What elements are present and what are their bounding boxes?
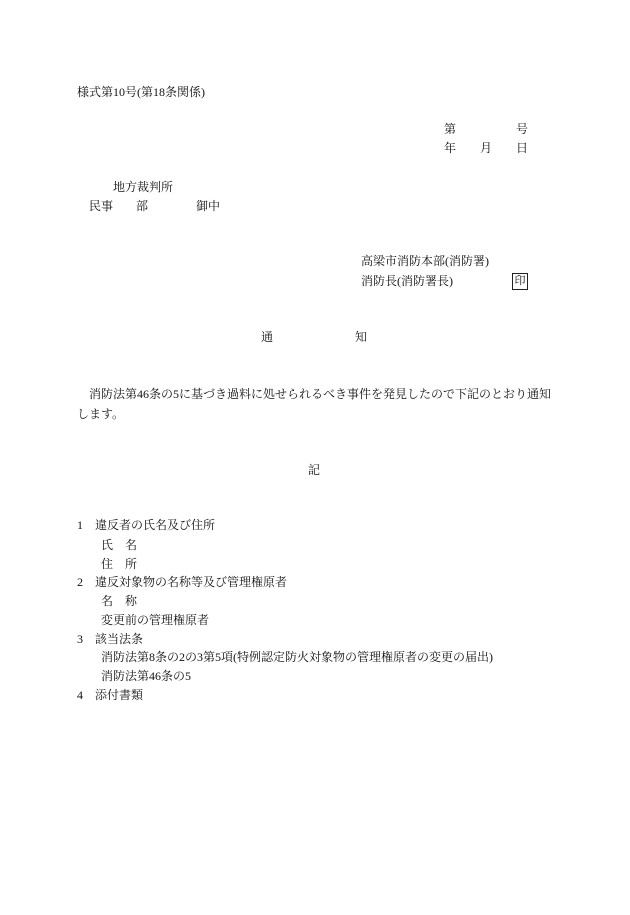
sender-organization: 高梁市消防本部(消防署) — [361, 254, 489, 268]
item-number: 4 — [77, 688, 83, 702]
item-number: 2 — [77, 575, 83, 589]
item-sub-field: 消防法第46条の5 — [101, 669, 192, 683]
body-paragraph: 消防法第46条の5に基づき過料に処せられるべき事件を発見したので下記のとおり通知します。 — [77, 387, 552, 421]
item-label: 添付書類 — [95, 688, 144, 702]
item-sub-field: 名 称 — [101, 594, 138, 608]
item-label: 違反者の氏名及び住所 — [95, 518, 216, 532]
seal-stamp: 印 — [512, 273, 528, 290]
date-year: 年 — [444, 141, 457, 155]
item-label: 違反対象物の名称等及び管理権原者 — [95, 575, 288, 589]
reference-suffix: 号 — [516, 122, 529, 136]
date-day: 日 — [516, 141, 529, 155]
item-label: 該当法条 — [95, 632, 144, 646]
item-sub-field: 住 所 — [101, 557, 138, 571]
item-sub-field: 変更前の管理権原者 — [101, 613, 210, 627]
ki-marker: 記 — [308, 463, 321, 477]
item-sub-field: 氏 名 — [101, 538, 138, 552]
addressee-division-suffix: 部 — [136, 199, 149, 213]
addressee-division-prefix: 民事 — [89, 199, 114, 213]
sender-title: 消防長(消防署長) — [361, 274, 453, 288]
reference-prefix: 第 — [444, 122, 457, 136]
item-number: 3 — [77, 632, 83, 646]
document-heading: 通知 — [261, 330, 450, 344]
item-number: 1 — [77, 518, 83, 532]
item-sub-field: 消防法第8条の2の3第5項(特例認定防火対象物の管理権原者の変更の届出) — [101, 650, 493, 664]
addressee-court: 地方裁判所 — [113, 180, 174, 194]
form-number: 様式第10号(第18条関係) — [77, 85, 205, 99]
date-month: 月 — [480, 141, 493, 155]
addressee-honorific: 御中 — [196, 199, 221, 213]
